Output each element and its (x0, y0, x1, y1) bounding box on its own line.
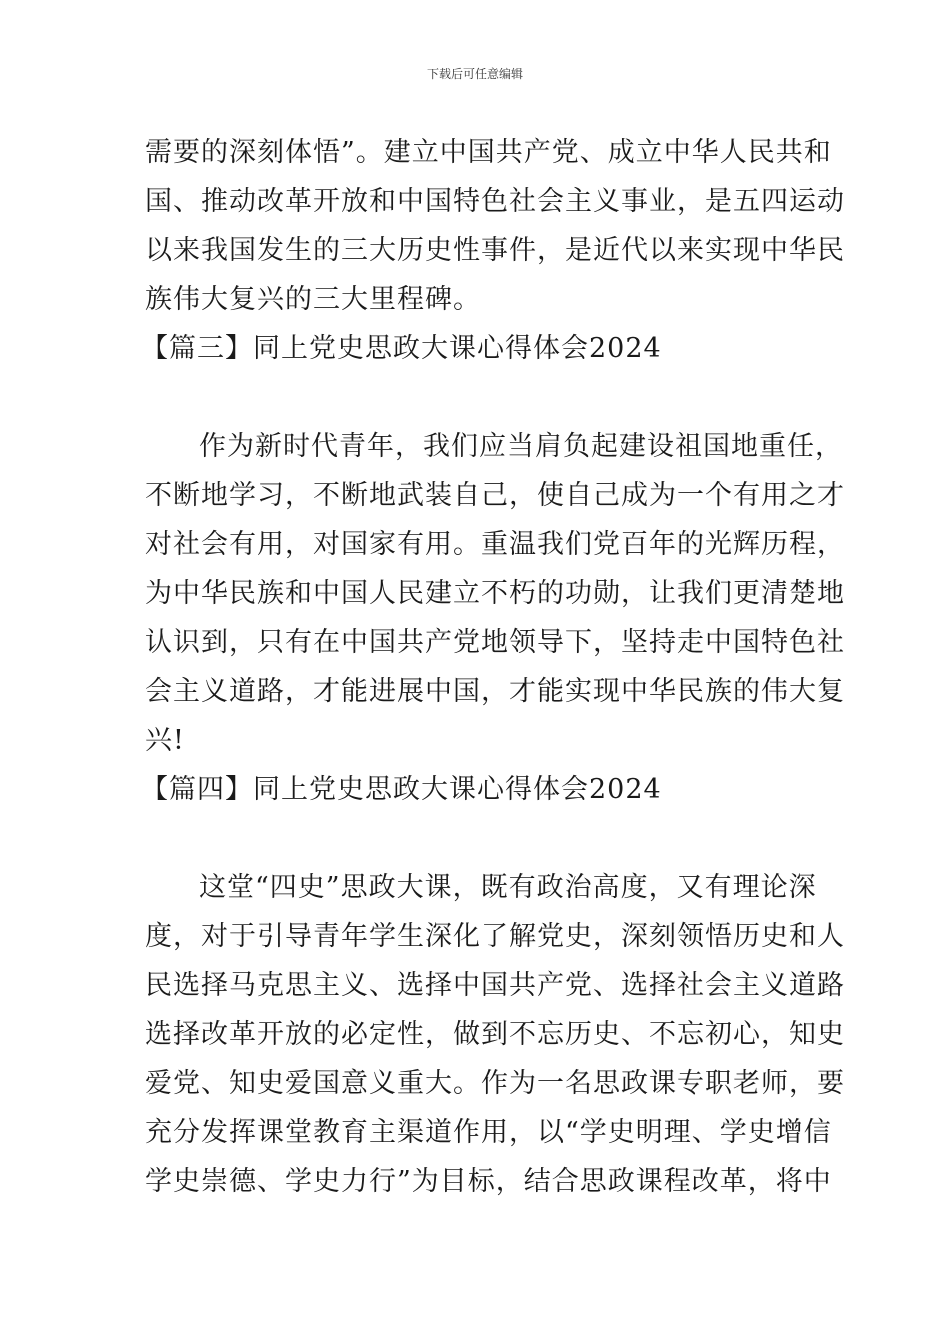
text-line: 作为新时代青年，我们应当肩负起建设祖国地重任， (199, 431, 843, 462)
page-header-note: 下载后可任意编辑 (426, 67, 523, 81)
text-line: 族伟大复兴的三大里程碑。 (145, 284, 481, 315)
text-line: 学史崇德、学史力行”为目标，结合思政课程改革，将中 (145, 1166, 832, 1197)
text-line: 选择改革开放的必定性，做到不忘历史、不忘初心，知史 (145, 1019, 845, 1050)
text-line: 需要的深刻体悟”。建立中国共产党、成立中华人民共和 (145, 137, 832, 168)
text-line: 爱党、知史爱国意义重大。作为一名思政课专职老师，要 (145, 1068, 845, 1099)
text-line: 不断地学习，不断地武装自己，使自己成为一个有用之才 (145, 480, 845, 511)
paragraph-section-4 (145, 863, 845, 1206)
document-body (141, 128, 845, 1206)
text-line: 度，对于引导青年学生深化了解党史，深刻领悟历史和人 (145, 921, 845, 952)
text-line: 兴! (145, 725, 185, 756)
text-line: 认识到，只有在中国共产党地领导下，坚持走中国特色社 (145, 627, 845, 658)
text-line: 会主义道路，才能进展中国，才能实现中华民族的伟大复 (145, 676, 845, 707)
paragraph-section-3 (145, 422, 845, 765)
section-heading-3: 【篇三】同上党史思政大课心得体会2024 (141, 333, 662, 364)
spacer (145, 814, 810, 863)
text-line: 国、推动改革开放和中国特色社会主义事业，是五四运动 (145, 186, 845, 217)
text-line: 这堂“四史”思政大课，既有政治高度，又有理论深 (199, 872, 817, 903)
text-line: 充分发挥课堂教育主渠道作用，以“学史明理、学史增信 (145, 1117, 832, 1148)
spacer (145, 373, 810, 422)
text-line: 对社会有用，对国家有用。重温我们党百年的光辉历程， (145, 529, 845, 560)
text-line: 为中华民族和中国人民建立不朽的功勋，让我们更清楚地 (145, 578, 845, 609)
paragraph-previous-section (145, 128, 845, 324)
section-heading-4: 【篇四】同上党史思政大课心得体会2024 (141, 774, 662, 805)
text-line: 民选择马克思主义、选择中国共产党、选择社会主义道路 (145, 970, 845, 1001)
text-line: 以来我国发生的三大历史性事件，是近代以来实现中华民 (145, 235, 845, 266)
